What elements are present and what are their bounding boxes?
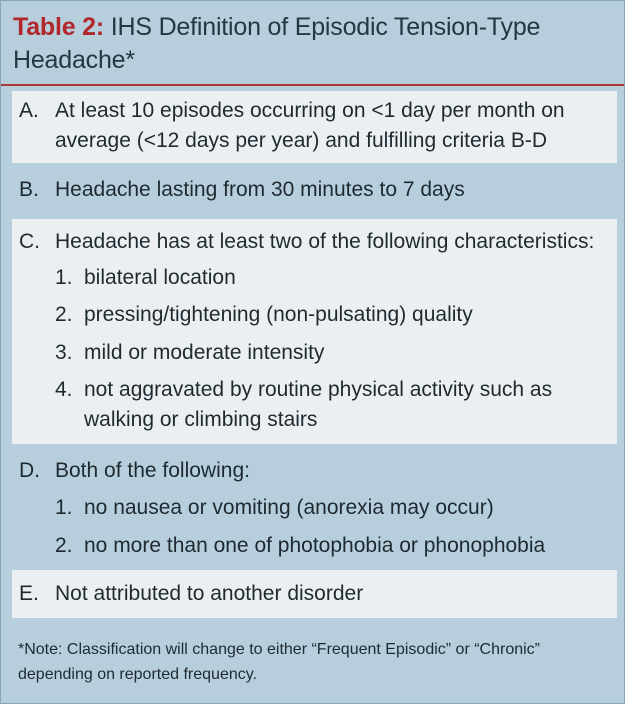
item-number: 3. xyxy=(55,341,73,364)
item-number: 4. xyxy=(55,378,73,401)
item-text: no nausea or vomiting (anorexia may occur) xyxy=(84,496,494,519)
item-number: 1. xyxy=(55,266,73,289)
criterion-letter: C. xyxy=(19,230,40,253)
criterion-text: Headache lasting from 30 minutes to 7 days xyxy=(55,178,465,201)
table-title xyxy=(13,11,609,77)
criterion-a xyxy=(12,91,617,163)
criterion-text: At least 10 episodes occurring on <1 day per month on average (<12 days per year) and fulfilling criteria B-D xyxy=(55,99,565,152)
table-footnote: *Note: Classification will change to either “Frequent Episodic” or “Chronic” depending on reported frequency. xyxy=(18,641,540,683)
criterion-text: Not attributed to another disorder xyxy=(55,582,364,605)
item-text: mild or moderate intensity xyxy=(84,341,325,364)
table-title-text: IHS Definition of Episodic Tension-Type Headache* xyxy=(13,13,541,74)
item-text: bilateral location xyxy=(84,266,236,289)
criterion-letter: A. xyxy=(19,99,39,122)
title-divider xyxy=(1,84,624,86)
item-number: 2. xyxy=(55,303,73,326)
criterion-c xyxy=(12,219,617,444)
criterion-letter: E. xyxy=(19,582,39,605)
item-number: 2. xyxy=(55,534,73,557)
criterion-d xyxy=(12,451,617,563)
criterion-b xyxy=(12,171,617,211)
criterion-text: Both of the following: xyxy=(55,459,250,482)
criterion-letter: B. xyxy=(19,178,39,201)
criterion-letter: D. xyxy=(19,459,40,482)
item-text: not aggravated by routine physical activity such as walking or climbing stairs xyxy=(84,378,553,431)
item-number: 1. xyxy=(55,496,73,519)
criterion-text: Headache has at least two of the following characteristics: xyxy=(55,230,595,253)
item-text: no more than one of photophobia or phonophobia xyxy=(84,534,546,557)
item-text: pressing/tightening (non-pulsating) quality xyxy=(84,303,473,326)
table-label: Table 2: xyxy=(13,13,105,41)
criterion-e xyxy=(12,570,617,618)
